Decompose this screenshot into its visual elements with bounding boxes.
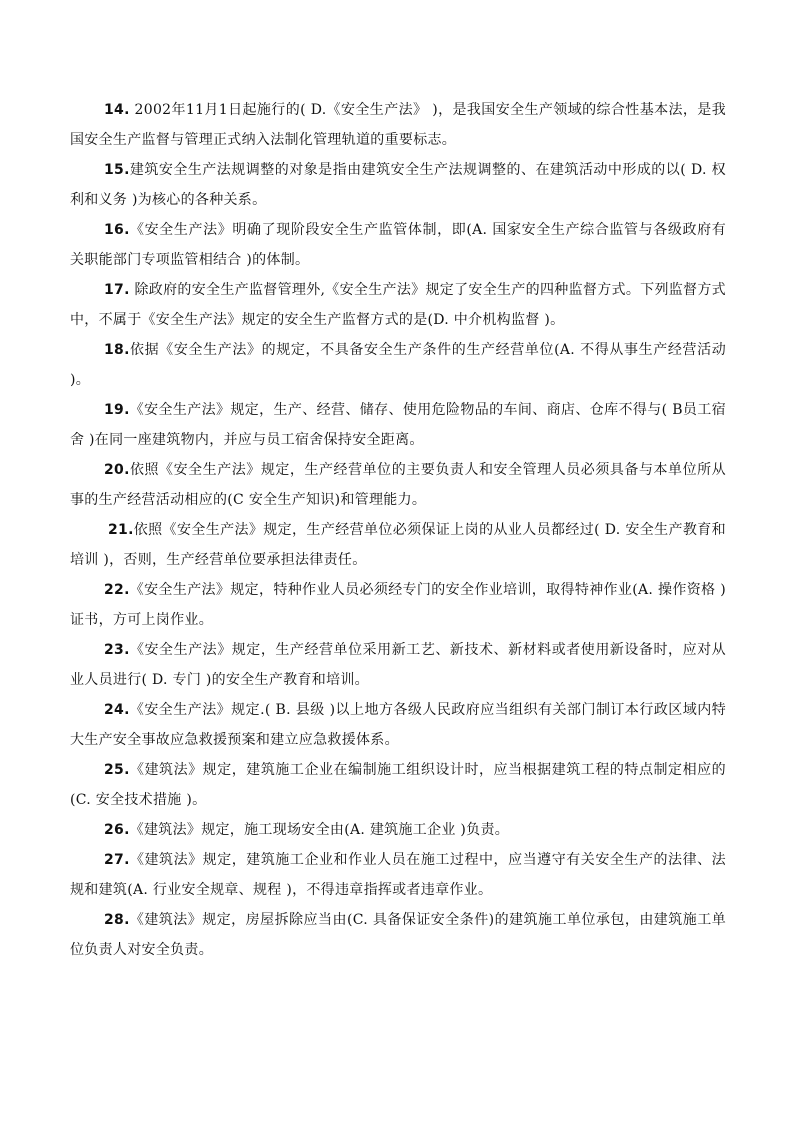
question-text: 《建筑法》规定，房屋拆除应当由(C. 具备保证安全条件)的建筑施工单位承包，由建筑施工单位负责人对安全负责。 [70, 912, 726, 958]
question-text: 《建筑法》规定，建筑施工企业和作业人员在施工过程中，应当遵守有关安全生产的法律、法规和建筑(A. 行业安全规章、规程 )，不得违章指挥或者违章作业。 [70, 852, 726, 898]
question-number: 17. [104, 282, 130, 298]
document-page [70, 95, 726, 965]
question-number: 20. [104, 462, 130, 478]
question-number: 27. [104, 852, 130, 868]
question-number: 22. [104, 582, 130, 598]
question-21 [70, 515, 726, 575]
question-number: 26. [104, 822, 130, 838]
question-22 [70, 575, 726, 635]
question-number: 16. [104, 222, 130, 238]
question-number: 28. [104, 912, 130, 928]
question-23 [70, 635, 726, 695]
question-text: 依照《安全生产法》规定，生产经营单位的主要负责人和安全管理人员必须具备与本单位所从事的生产经营活动相应的(C 安全生产知识)和管理能力。 [70, 462, 726, 508]
question-number: 19. [104, 402, 130, 418]
question-number: 15. [104, 162, 130, 178]
question-text: 依据《安全生产法》的规定，不具备安全生产条件的生产经营单位(A. 不得从事生产经营活动 )。 [70, 342, 726, 388]
question-24 [70, 695, 726, 755]
question-text: 《安全生产法》规定.( B. 县级 )以上地方各级人民政府应当组织有关部门制订本行政区域内特大生产安全事故应急救援预案和建立应急救援体系。 [70, 702, 726, 748]
question-text: 《安全生产法》规定，生产、经营、储存、使用危险物品的车间、商店、仓库不得与( B员工宿舍 )在同一座建筑物内，并应与员工宿舍保持安全距离。 [70, 402, 726, 448]
question-27 [70, 845, 726, 905]
question-text: 《安全生产法》明确了现阶段安全生产监管体制，即(A. 国家安全生产综合监管与各级政府有关职能部门专项监管相结合 )的体制。 [70, 222, 726, 268]
question-text: 依照《安全生产法》规定，生产经营单位必须保证上岗的从业人员都经过( D. 安全生产教育和培训 )，否则，生产经营单位要承担法律责任。 [70, 522, 726, 568]
question-26 [70, 815, 726, 845]
question-28 [70, 905, 726, 965]
question-text: 2002年11月1日起施行的( D.《安全生产法》 )，是我国安全生产领域的综合性基本法，是我国安全生产监督与管理正式纳入法制化管理轨道的重要标志。 [70, 102, 726, 148]
question-14 [70, 95, 726, 155]
question-16 [70, 215, 726, 275]
question-19 [70, 395, 726, 455]
question-17 [70, 275, 726, 335]
question-number: 21. [108, 522, 134, 538]
question-text: 《安全生产法》规定，生产经营单位采用新工艺、新技术、新材料或者使用新设备时，应对从业人员进行( D. 专门 )的安全生产教育和培训。 [70, 642, 726, 688]
question-18 [70, 335, 726, 395]
question-number: 25. [104, 762, 130, 778]
question-20 [70, 455, 726, 515]
question-number: 14. [104, 102, 130, 118]
question-text: 建筑安全生产法规调整的对象是指由建筑安全生产法规调整的、在建筑活动中形成的以( D. 权利和义务 )为核心的各种关系。 [70, 162, 726, 208]
question-text: 《建筑法》规定，施工现场安全由(A. 建筑施工企业 )负责。 [129, 822, 510, 838]
question-text: 除政府的安全生产监督管理外,《安全生产法》规定了安全生产的四种监督方式。下列监督方式中，不属于《安全生产法》规定的安全生产监督方式的是(D. 中介机构监督 )。 [70, 282, 726, 328]
question-25 [70, 755, 726, 815]
question-number: 24. [104, 702, 130, 718]
question-number: 18. [104, 342, 130, 358]
question-text: 《建筑法》规定，建筑施工企业在编制施工组织设计时，应当根据建筑工程的特点制定相应的(C. 安全技术措施 )。 [70, 762, 726, 808]
question-text: 《安全生产法》规定，特种作业人员必须经专门的安全作业培训，取得特神作业(A. 操作资格 )证书，方可上岗作业。 [70, 582, 726, 628]
question-15 [70, 155, 726, 215]
question-number: 23. [104, 642, 130, 658]
